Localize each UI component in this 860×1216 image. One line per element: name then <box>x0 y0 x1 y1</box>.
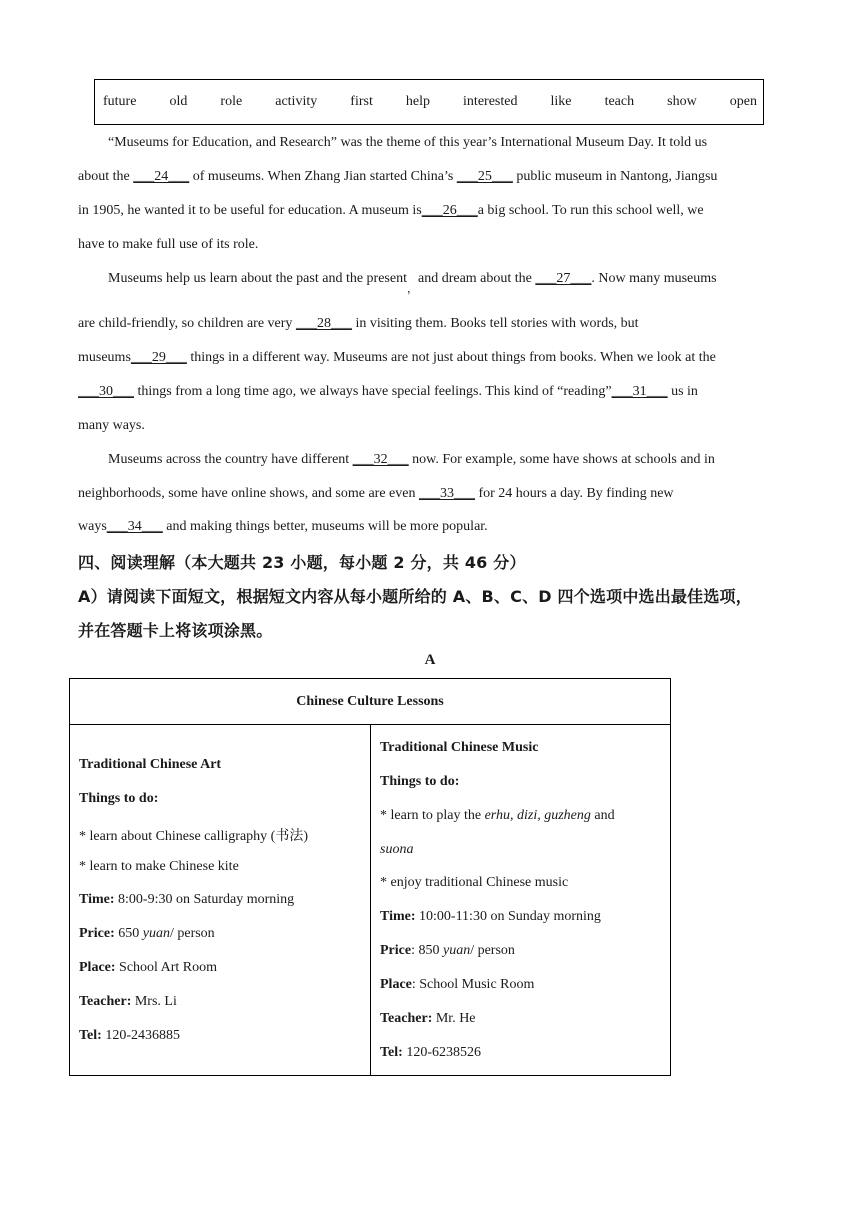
table-title: Chinese Culture Lessons <box>70 679 671 725</box>
blank-30: ___30___ <box>78 384 134 399</box>
teacher-row <box>79 994 177 1010</box>
passage-line <box>78 510 778 544</box>
activity-item <box>380 808 615 824</box>
tel-row <box>380 1045 481 1061</box>
passage-text: museums <box>78 350 131 365</box>
place-label: Place <box>380 977 412 992</box>
passage-line <box>78 307 778 341</box>
blank-24: ___24___ <box>133 169 190 184</box>
passage-text: for 24 hours a day. By finding new <box>474 486 674 501</box>
instrument-name: suona <box>380 842 414 857</box>
time-value: 8:00-9:30 on Saturday morning <box>114 892 295 907</box>
word-option: activity <box>275 94 318 109</box>
passage-text: in 1905, he wanted it to be useful for education. A museum is <box>78 203 422 218</box>
time-label: Time: <box>79 892 115 907</box>
passage-text: are child-friendly, so children are very <box>78 316 296 331</box>
blank-32: ___32___ <box>352 452 409 467</box>
passage-text: and making things better, museums will be more popular. <box>162 519 488 534</box>
blank-34: ___34___ <box>106 519 163 534</box>
passage-text: Museums across the country have different <box>108 452 353 467</box>
section-heading: 四、阅读理解（本大题共 23 小题，每小题 2 分，共 46 分） <box>78 553 526 572</box>
blank-26: ___26___ <box>421 203 478 218</box>
time-value: 10:00-11:30 on Sunday morning <box>415 909 601 924</box>
passage-text: and dream about the <box>417 271 536 286</box>
word-option: interested <box>463 94 518 109</box>
passage-text: have to make full use of its role. <box>78 237 259 252</box>
place-label: Place: <box>79 960 116 975</box>
passage-text: public museum in Nantong, Jiangsu <box>512 169 718 184</box>
passage-line <box>78 341 778 375</box>
lessons-table <box>69 678 671 1076</box>
place-row <box>380 977 534 993</box>
activity-item: * learn to make Chinese kite <box>79 859 239 874</box>
teacher-value: Mr. He <box>432 1011 476 1026</box>
price-label: Price <box>380 943 412 958</box>
teacher-value: Mrs. Li <box>131 994 177 1009</box>
art-lesson-cell <box>70 725 371 1076</box>
activity-text: * learn to play the <box>380 808 485 823</box>
lesson-name: Traditional Chinese Art <box>79 757 222 772</box>
passage-line <box>108 262 808 296</box>
price-tail: / person <box>470 943 515 958</box>
passage-text: things in a different way. Museums are not just about things from books. When we look at the <box>186 350 716 365</box>
price-unit: yuan <box>142 926 170 941</box>
time-row <box>380 909 601 925</box>
passage-text: us in <box>667 384 698 399</box>
price-row <box>380 943 515 959</box>
price-row <box>79 926 215 942</box>
price-value: 650 <box>114 926 143 941</box>
word-box <box>94 79 764 125</box>
tel-label: Tel: <box>380 1045 403 1060</box>
word-option: future <box>103 94 137 109</box>
passage-text: things from a long time ago, we always have special feelings. This kind of “reading” <box>134 384 612 399</box>
passage-text: in visiting them. Books tell stories with words, but <box>351 316 639 331</box>
passage-text: . Now many museums <box>591 271 717 286</box>
comma-mark: ， <box>406 283 418 295</box>
passage-line <box>78 477 778 511</box>
things-label: Things to do: <box>380 774 460 789</box>
things-label: Things to do: <box>79 791 159 806</box>
word-option: old <box>169 94 188 109</box>
passage-line <box>78 228 778 262</box>
tel-row <box>79 1028 180 1044</box>
price-tail: / person <box>169 926 215 941</box>
price-value: : 850 <box>411 943 443 958</box>
music-lesson-cell <box>371 725 671 1076</box>
passage-line <box>78 194 778 228</box>
passage-text: “Museums for Education, and Research” was the theme of this year’s International Museum Day. It told us <box>108 135 708 150</box>
passage-text: about the <box>78 169 134 184</box>
section-instruction: 并在答题卡上将该项涂黑。 <box>78 621 273 640</box>
passage-text: many ways. <box>78 418 145 433</box>
activity-item: * enjoy traditional Chinese music <box>380 875 569 890</box>
passage-line <box>78 375 778 409</box>
lesson-name: Traditional Chinese Music <box>380 740 539 755</box>
passage-text: ways <box>78 519 107 534</box>
passage-text: a big school. To run this school well, we <box>477 203 704 218</box>
passage-line <box>78 160 778 194</box>
place-row <box>79 960 217 976</box>
passage-text: of museums. When Zhang Jian started China’s <box>189 169 457 184</box>
blank-25: ___25___ <box>456 169 513 184</box>
place-value: : School Music Room <box>411 977 535 992</box>
instrument-names: erhu, dizi, guzheng <box>484 808 591 823</box>
word-option: first <box>350 94 373 109</box>
section-instruction: A）请阅读下面短文，根据短文内容从每小题所给的 A、B、C、D 四个选项中选出最佳选项， <box>78 587 752 606</box>
tel-value: 120-2436885 <box>101 1028 180 1043</box>
price-label: Price: <box>79 926 115 941</box>
word-option: role <box>220 94 243 109</box>
passage-text: neighborhoods, some have online shows, and some are even <box>78 486 419 501</box>
activity-item: * learn about Chinese calligraphy (书法) <box>79 829 308 844</box>
time-label: Time: <box>380 909 416 924</box>
blank-28: ___28___ <box>295 316 352 331</box>
blank-29: ___29___ <box>130 350 187 365</box>
blank-27: ___27___ <box>535 271 592 286</box>
passage-line <box>78 409 778 443</box>
tel-value: 120-6238526 <box>402 1045 481 1060</box>
teacher-label: Teacher: <box>79 994 132 1009</box>
word-option: teach <box>604 94 635 109</box>
passage-line <box>108 443 808 477</box>
place-value: School Art Room <box>115 960 218 975</box>
activity-text: and <box>590 808 615 823</box>
passage-text: Museums help us learn about the past and the present <box>108 271 407 286</box>
word-option: show <box>667 94 697 109</box>
tel-label: Tel: <box>79 1028 102 1043</box>
teacher-row <box>380 1011 476 1027</box>
passage-line <box>108 126 808 160</box>
teacher-label: Teacher: <box>380 1011 433 1026</box>
passage-text: now. For example, some have shows at schools and in <box>408 452 715 467</box>
blank-31: ___31___ <box>611 384 668 399</box>
time-row <box>79 892 294 908</box>
word-option: open <box>729 94 757 109</box>
price-unit: yuan <box>442 943 471 958</box>
word-option: like <box>550 94 572 109</box>
word-option: help <box>405 94 430 109</box>
part-label: A <box>424 652 436 668</box>
blank-33: ___33___ <box>418 486 475 501</box>
